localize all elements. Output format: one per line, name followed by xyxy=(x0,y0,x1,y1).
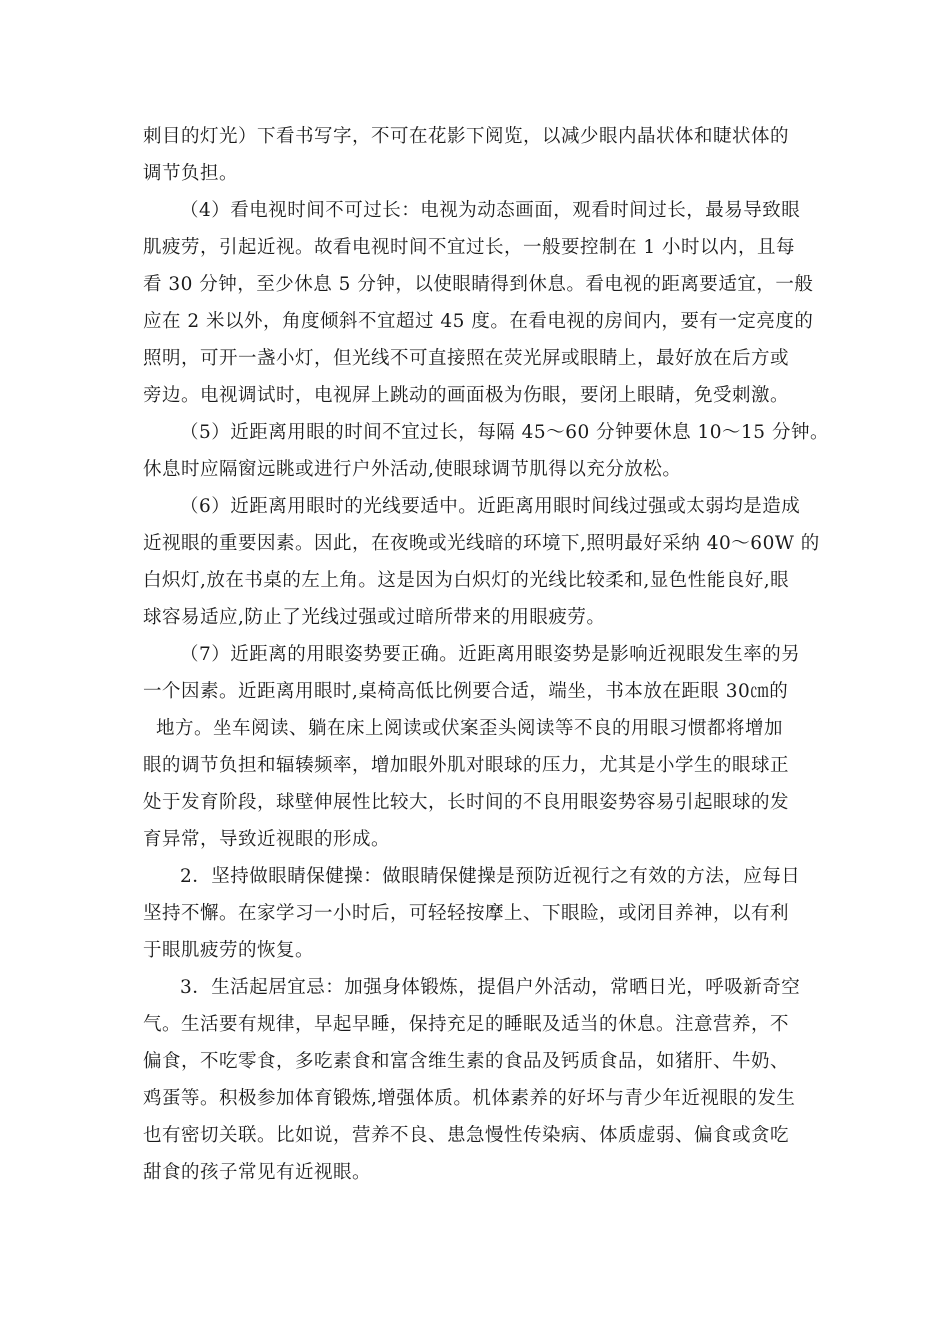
text-line: 应在 2 米以外，角度倾斜不宜超过 45 度。在看电视的房间内，要有一定亮度的 xyxy=(143,311,814,332)
paragraph-start-line: （5）近距离用眼的时间不宜过长，每隔 45～60 分钟要休息 10～15 分钟。 xyxy=(180,422,829,443)
text-line: 一个因素。近距离用眼时,桌椅高低比例要合适，端坐，书本放在距眼 30㎝的 xyxy=(143,681,789,702)
text-line: 近视眼的重要因素。因此，在夜晚或光线暗的环境下,照明最好采纳 40～60W 的 xyxy=(143,533,820,554)
text-line: 休息时应隔窗远眺或进行户外活动,使眼球调节肌得以充分放松。 xyxy=(143,459,682,480)
text-line: 照明，可开一盏小灯，但光线不可直接照在荧光屏或眼睛上，最好放在后方或 xyxy=(143,348,790,369)
document-body xyxy=(143,118,833,1191)
text-line: 看 30 分钟，至少休息 5 分钟，以使眼睛得到休息。看电视的距离要适宜，一般 xyxy=(143,274,814,295)
paragraph-start-line: 3．生活起居宜忌：加强身体锻炼，提倡户外活动，常晒日光，呼吸新奇空 xyxy=(180,977,801,998)
paragraph-start-line: （7）近距离的用眼姿势要正确。近距离用眼姿势是影响近视眼发生率的另 xyxy=(180,644,801,665)
text-line: 眼的调节负担和辐辏频率，增加眼外肌对眼球的压力，尤其是小学生的眼球正 xyxy=(143,755,790,776)
text-line: 气。生活要有规律，早起早睡，保持充足的睡眠及适当的休息。注意营养，不 xyxy=(143,1014,790,1035)
text-line: 坚持不懈。在家学习一小时后，可轻轻按摩上、下眼睑，或闭目养神，以有利 xyxy=(143,903,790,924)
paragraph-start-line: 2．坚持做眼睛保健操：做眼睛保健操是预防近视行之有效的方法，应每日 xyxy=(180,866,801,887)
text-line: 也有密切关联。比如说，营养不良、患急慢性传染病、体质虚弱、偏食或贪吃 xyxy=(143,1125,790,1146)
text-line: 肌疲劳，引起近视。故看电视时间不宜过长，一般要控制在 1 小时以内，且每 xyxy=(143,237,796,258)
paragraph-start-line: （4）看电视时间不可过长：电视为动态画面，观看时间过长，最易导致眼 xyxy=(180,200,801,221)
text-line: 处于发育阶段，球壁伸展性比较大，长时间的不良用眼姿势容易引起眼球的发 xyxy=(143,792,790,813)
text-line: 育异常，导致近视眼的形成。 xyxy=(143,829,391,850)
text-line: 旁边。电视调试时，电视屏上跳动的画面极为伤眼，要闭上眼睛，免受刺激。 xyxy=(143,385,790,406)
text-line: 白炽灯,放在书桌的左上角。这是因为白炽灯的光线比较柔和,显色性能良好,眼 xyxy=(143,570,790,591)
text-line: 刺目的灯光）下看书写字，不可在花影下阅览，以减少眼内晶状体和睫状体的 xyxy=(143,126,790,147)
text-line: 调节负担。 xyxy=(143,163,239,184)
text-line: 地方。坐车阅读、躺在床上阅读或伏案歪头阅读等不良的用眼习惯都将增加 xyxy=(156,718,784,739)
text-line: 于眼肌疲劳的恢复。 xyxy=(143,940,315,961)
text-line: 鸡蛋等。积极参加体育锻炼,增强体质。机体素养的好坏与青少年近视眼的发生 xyxy=(143,1088,796,1109)
text-line: 球容易适应,防止了光线过强或过暗所带来的用眼疲劳。 xyxy=(143,607,606,628)
text-line: 偏食，不吃零食，多吃素食和富含维生素的食品及钙质食品，如猪肝、牛奶、 xyxy=(143,1051,790,1072)
text-line: 甜食的孩子常见有近视眼。 xyxy=(143,1162,372,1183)
paragraph-start-line: （6）近距离用眼时的光线要适中。近距离用眼时间线过强或太弱均是造成 xyxy=(180,496,801,517)
